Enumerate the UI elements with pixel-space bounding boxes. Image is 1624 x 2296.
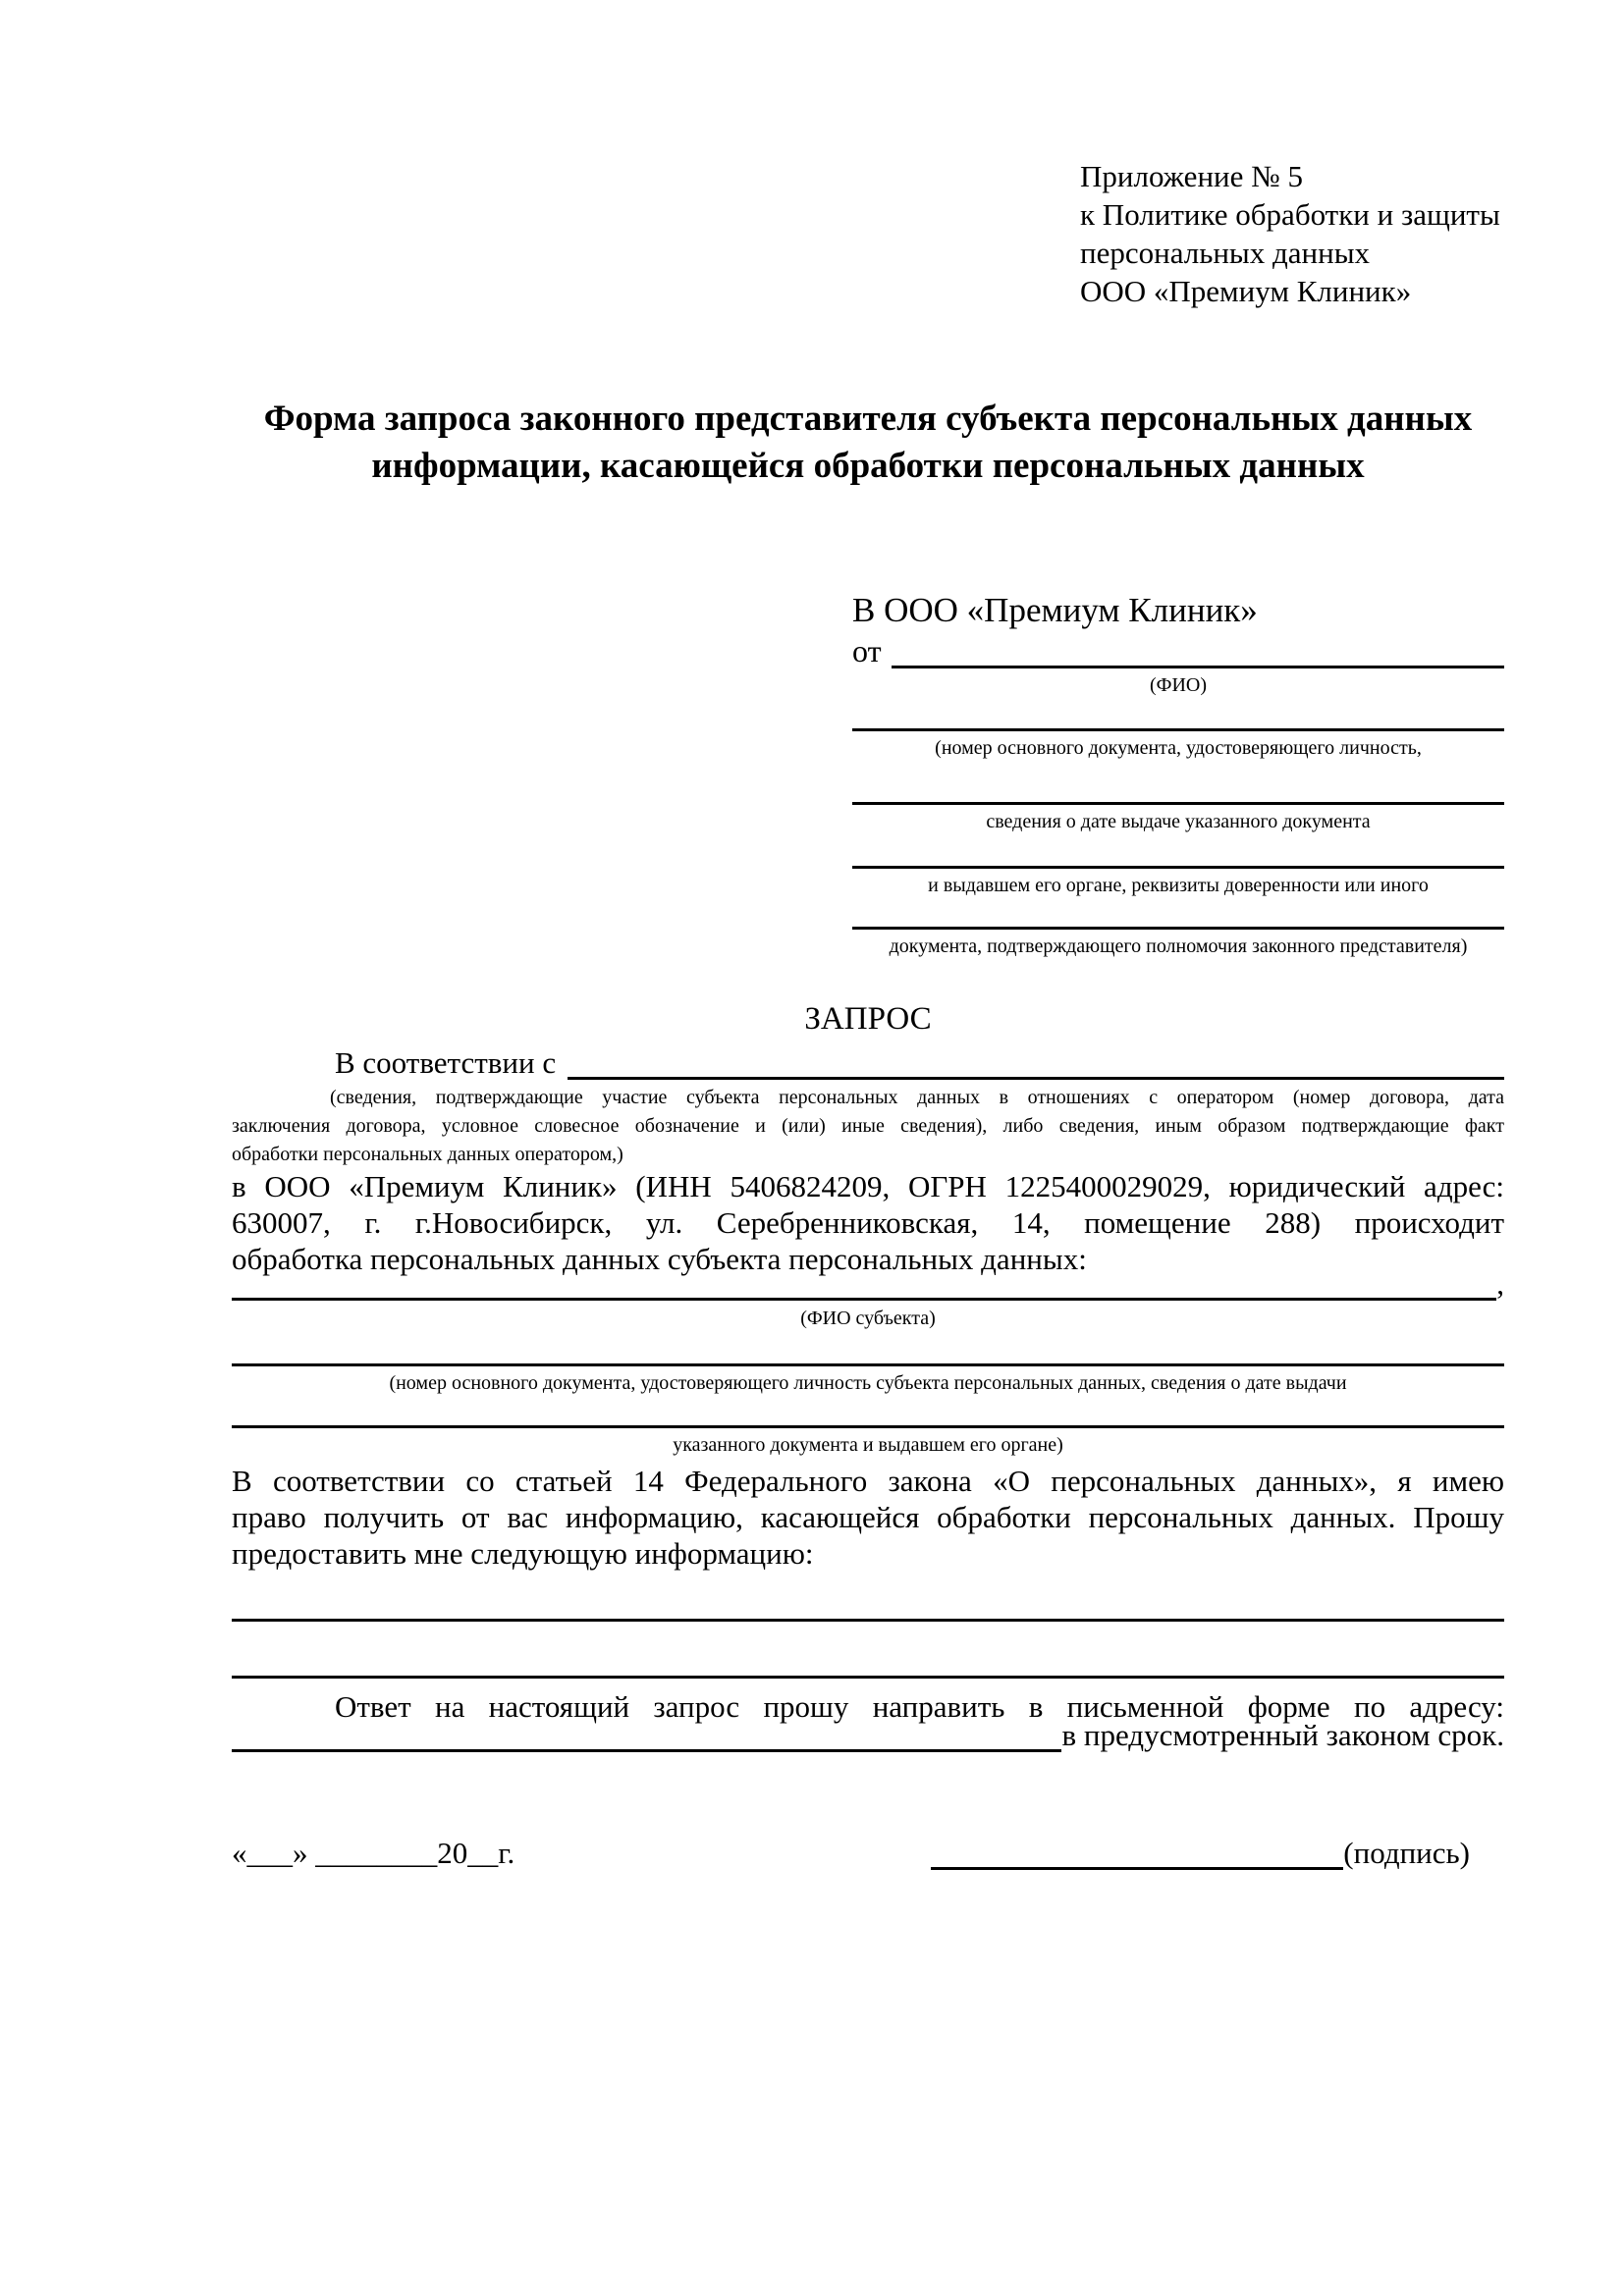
request-heading: ЗАПРОС (804, 1001, 932, 1037)
signature-line (931, 1867, 1343, 1870)
doc-caption-1: (номер основного документа, удостоверяющего личность, (935, 737, 1422, 759)
blank-line (852, 802, 1504, 805)
deadline-text: в предусмотренный законом срок. (1061, 1718, 1504, 1753)
law-paragraph-line: предоставить мне следующую информацию: (232, 1536, 814, 1571)
blank-line (232, 1619, 1504, 1622)
subject-fio-line (232, 1298, 1496, 1301)
subject-doc-caption-1: (номер основного документа, удостоверяющего личность субъекта персональных данных, сведения о дате выдачи (389, 1372, 1347, 1394)
appendix-block (1080, 157, 1522, 310)
law-paragraph (232, 1463, 1504, 1572)
from-row (852, 633, 1504, 668)
subject-doc-caption-2: указанного документа и выдавшем его органе) (673, 1434, 1063, 1456)
appendix-line: ООО «Премиум Клиник» (1080, 274, 1412, 308)
according-label: В соответствии с (335, 1045, 557, 1081)
appendix-line: персональных данных (1080, 236, 1371, 270)
operator-paragraph (232, 1168, 1504, 1277)
answer-line: Ответ на настоящий запрос прошу направить в письменной форме по адресу: (335, 1689, 1504, 1724)
signature-caption: (подпись) (1343, 1836, 1470, 1870)
signature-group (931, 1838, 1470, 1870)
appendix-line: к Политике обработки и защиты (1080, 197, 1500, 232)
subject-fio-comma: , (1496, 1266, 1504, 1302)
doc-caption-4: документа, подтверждающего полномочия законного представителя) (889, 935, 1468, 957)
operator-paragraph-line: в ООО «Премиум Клиник» (ИНН 5406824209, ОГРН 1225400029029, юридический адрес: (232, 1169, 1504, 1203)
appendix-line: Приложение № 5 (1080, 159, 1303, 193)
address-row (232, 1718, 1504, 1753)
blank-line (852, 728, 1504, 731)
subject-fio-row (232, 1266, 1504, 1302)
date-signature-row (232, 1838, 1504, 1870)
blank-line (232, 1363, 1504, 1366)
doc-caption-2: сведения о дате выдаче указанного документа (986, 811, 1371, 832)
doc-caption-3: и выдавшем его органе, реквизиты доверенности или иного (928, 875, 1429, 896)
small-caption-line: (сведения, подтверждающие участие субъекта персональных данных в отношениях с оператором (номер договора, дата (330, 1087, 1504, 1108)
addressee-to: В ООО «Премиум Клиник» (852, 591, 1258, 629)
law-paragraph-line: В соответствии со статьей 14 Федерального закона «О персональных данных», я имею (232, 1464, 1504, 1498)
small-caption-paragraph (232, 1084, 1504, 1169)
document-title: Форма запроса законного представителя субъекта персональных данных информации, касающейся обработки персональных данных (263, 399, 1473, 486)
blank-line (852, 866, 1504, 869)
according-row (335, 1042, 1504, 1080)
operator-paragraph-line: 630007, г. г.Новосибирск, ул. Серебренниковская, 14, помещение 288) происходит (232, 1205, 1504, 1240)
small-caption-line: обработки персональных данных оператором,) (232, 1144, 623, 1165)
blank-line (232, 1425, 1504, 1428)
blank-line (232, 1676, 1504, 1679)
small-caption-line: заключения договора, условное словесное обозначение и (или) иные сведения), либо сведения, иным образом подтверждающие факт (232, 1115, 1504, 1137)
address-fill-line (232, 1749, 1061, 1752)
according-fill-line (568, 1077, 1504, 1080)
law-paragraph-line: право получить от вас информацию, касающейся обработки персональных данных. Прошу (232, 1500, 1504, 1534)
subject-fio-caption: (ФИО субъекта) (800, 1308, 936, 1329)
operator-paragraph-line: обработка персональных данных субъекта персональных данных: (232, 1242, 1087, 1276)
from-label: от (852, 633, 882, 669)
blank-line (852, 927, 1504, 930)
fio-caption: (ФИО) (1149, 674, 1207, 696)
from-fill-line (892, 666, 1504, 668)
date-text: «___» ________20__г. (232, 1836, 515, 1870)
